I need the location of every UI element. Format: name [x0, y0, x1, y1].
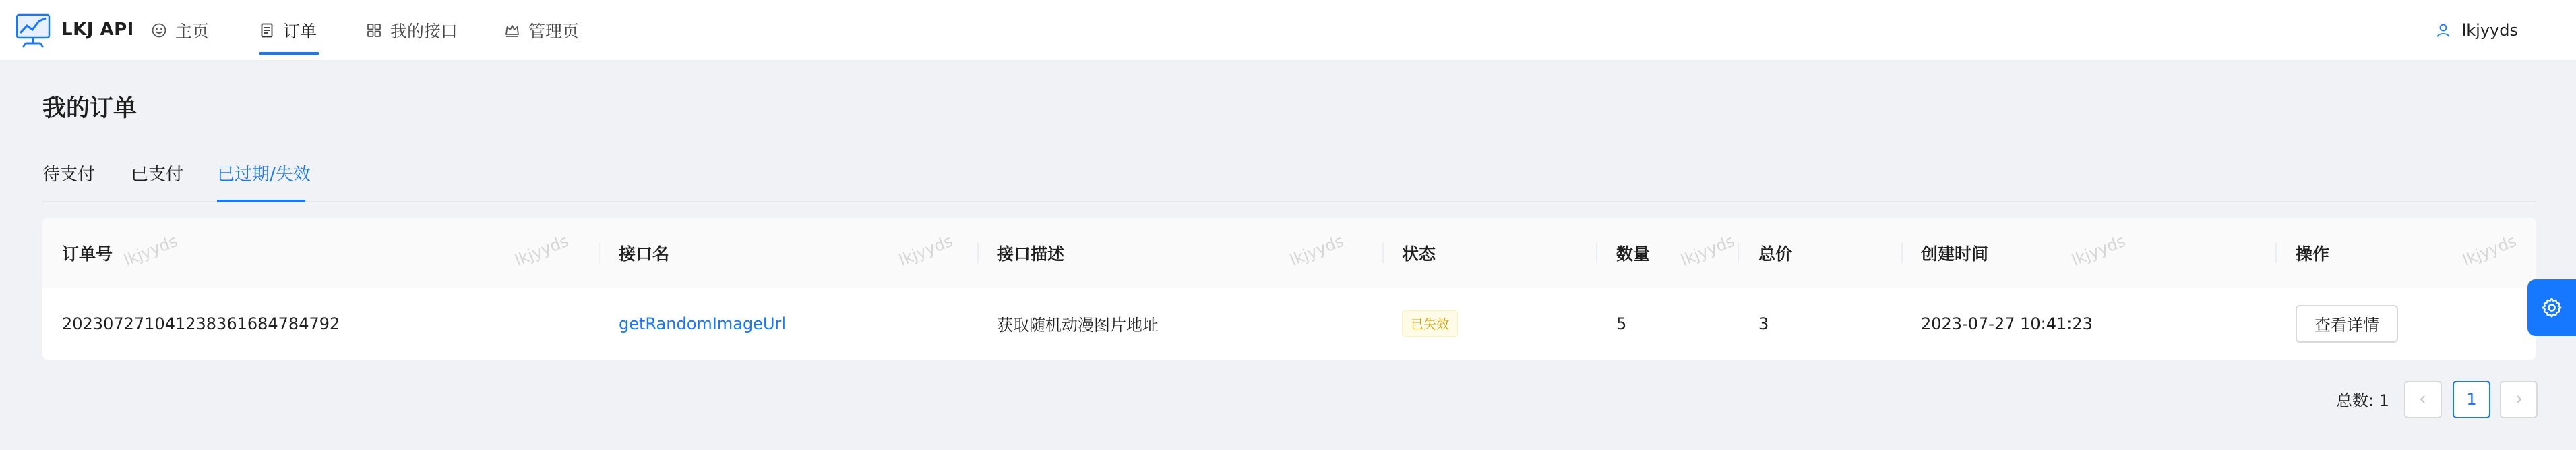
total-price: 3 [1758, 314, 1769, 333]
user-name: lkjyyds [2461, 21, 2518, 40]
app-logo[interactable] [14, 11, 134, 49]
nav-item-home[interactable] [151, 0, 209, 61]
settings-drawer-button[interactable] [2527, 279, 2576, 336]
total-count: 1 [2379, 391, 2390, 410]
total-label: 总数: [2336, 391, 2374, 410]
nav-item-label: 管理页 [528, 22, 580, 41]
nav-active-indicator [259, 52, 319, 55]
tab-paid[interactable]: 已支付 [131, 165, 184, 185]
api-description: 获取随机动漫图片地址 [997, 316, 1159, 335]
chevron-left-icon [2418, 394, 2428, 405]
column-divider [2275, 242, 2277, 263]
tab-pending-payment[interactable]: 待支付 [42, 165, 96, 185]
column-divider [599, 242, 600, 263]
pagination-next-button[interactable] [2500, 381, 2538, 418]
page-title: 我的订单 [42, 95, 137, 122]
api-name-link[interactable] [619, 287, 786, 360]
column-header: 状态 [1402, 244, 1436, 264]
nav-item-label: 主页 [175, 22, 210, 41]
nav-item-my-apis[interactable] [366, 0, 458, 61]
chart-logo-icon [14, 11, 52, 49]
quantity: 5 [1616, 314, 1627, 333]
order-status-tabs [42, 155, 2536, 202]
tab-active-indicator [217, 200, 305, 202]
column-divider [977, 242, 979, 263]
nav-item-label: 我的接口 [390, 22, 458, 41]
api-name-text[interactable]: getRandomImageUrl [619, 314, 787, 333]
table-row [42, 287, 2536, 360]
column-header: 订单号 [62, 244, 113, 264]
pagination-page-1[interactable]: 1 [2453, 381, 2490, 418]
order-icon [259, 22, 275, 38]
action-cell [2296, 287, 2398, 360]
column-divider [1596, 242, 1597, 263]
status-badge: 已失效 [1402, 310, 1458, 337]
column-header: 数量 [1616, 244, 1651, 264]
created-time: 2023-07-27 10:41:23 [1921, 314, 2093, 333]
view-details-button[interactable]: 查看详情 [2296, 305, 2398, 343]
column-divider [1738, 242, 1739, 263]
pagination-prev-button[interactable] [2404, 381, 2442, 418]
nav-item-label: 订单 [283, 22, 317, 41]
pagination-total [2336, 387, 2389, 411]
order-number: 20230727104123836168478479​2 [62, 314, 340, 333]
user-menu[interactable] [2435, 0, 2518, 61]
column-header: 操作 [2296, 244, 2330, 264]
orders-table [42, 218, 2536, 360]
column-header: 总价 [1758, 244, 1793, 264]
smile-icon [151, 22, 167, 38]
table-header [42, 218, 2536, 287]
app-name: LKJ API [61, 20, 134, 40]
crown-icon [504, 22, 520, 38]
column-header: 接口描述 [997, 244, 1065, 264]
apps-icon [366, 22, 382, 38]
tab-expired[interactable]: 已过期/失效 [217, 165, 311, 185]
status-cell [1402, 287, 1458, 360]
column-divider [1901, 242, 1903, 263]
nav-item-admin[interactable] [504, 0, 579, 61]
user-icon [2435, 22, 2451, 38]
gear-icon [2540, 296, 2563, 319]
column-divider [1382, 242, 1384, 263]
column-header: 创建时间 [1921, 244, 1989, 264]
top-header [0, 0, 2576, 61]
column-header: 接口名 [619, 244, 670, 264]
chevron-right-icon [2513, 394, 2524, 405]
